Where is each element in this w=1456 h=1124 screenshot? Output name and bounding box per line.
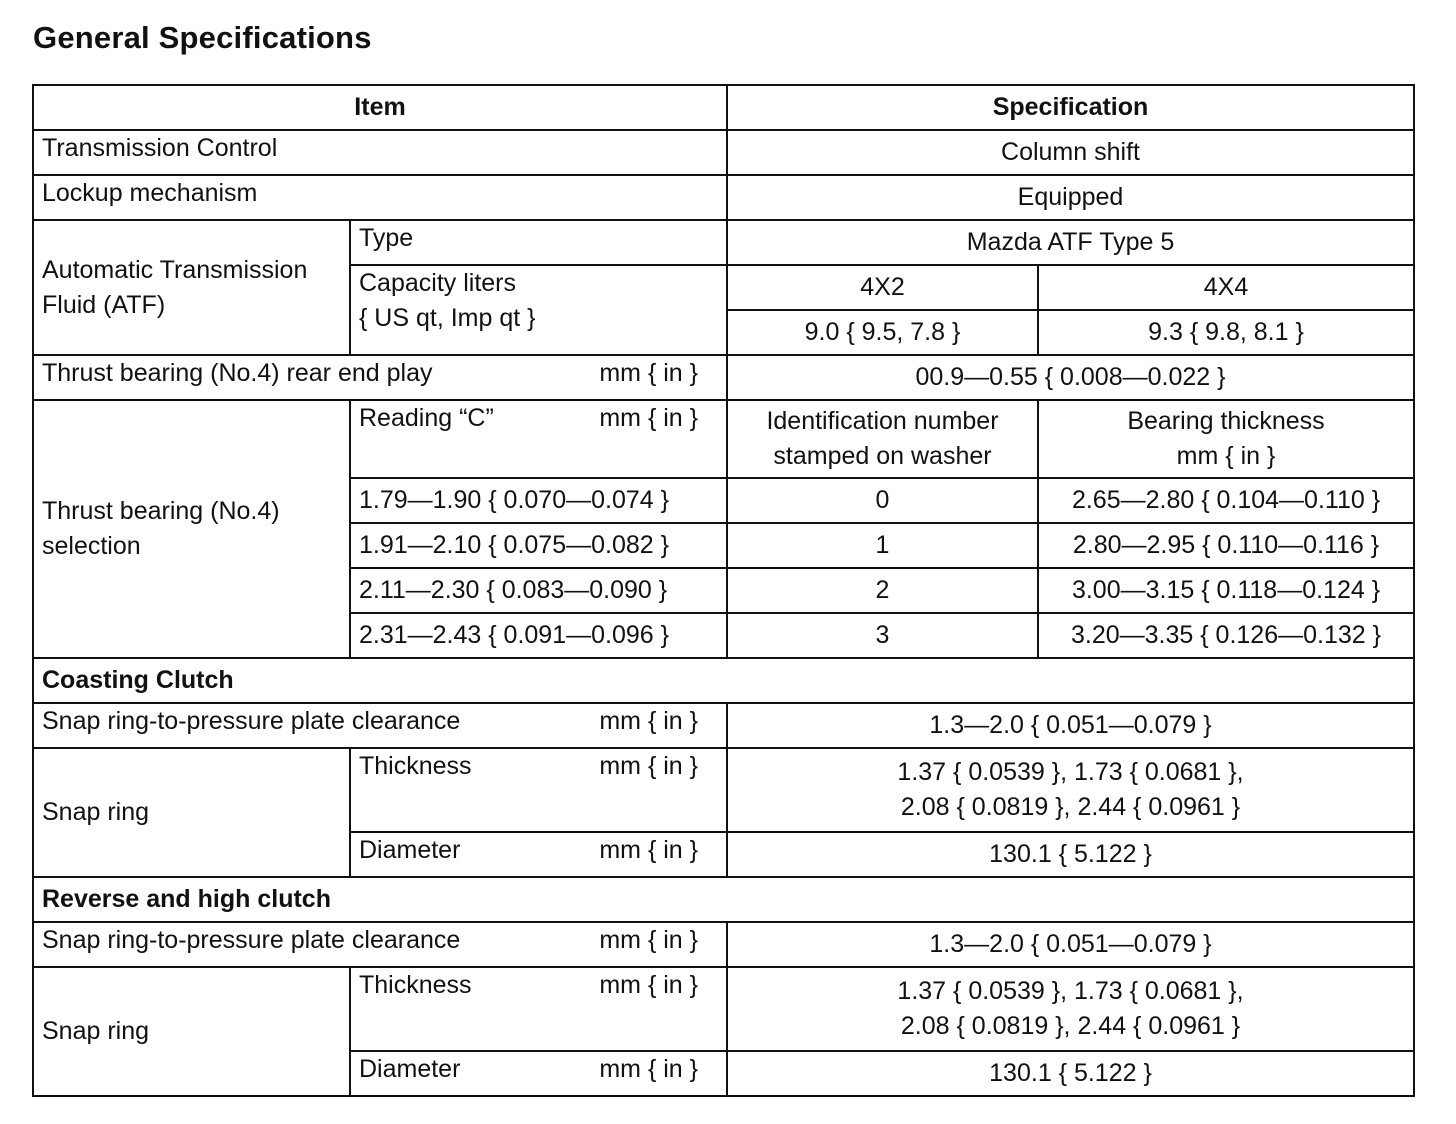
- thickness-header: [1038, 400, 1414, 478]
- atf-capacity-4x4: 9.3 { 9.8, 8.1 }: [1038, 310, 1414, 355]
- reading-header: [350, 400, 727, 478]
- reverse-diameter-cell: [350, 1051, 727, 1096]
- selection-reading: 2.11—2.30 { 0.083—0.090 }: [350, 568, 727, 613]
- selection-label: [33, 400, 350, 658]
- atf-capacity-label-line-1: Capacity liters: [359, 269, 516, 297]
- selection-id: 1: [727, 523, 1038, 568]
- selection-reading: 1.91—2.10 { 0.075—0.082 }: [350, 523, 727, 568]
- table-row: [33, 922, 1414, 967]
- coasting-diameter-cell: [350, 832, 727, 877]
- selection-thickness: 3.20—3.35 { 0.126—0.132 }: [1038, 613, 1414, 658]
- atf-col-4x4: 4X4: [1038, 265, 1414, 310]
- selection-thickness: 3.00—3.15 { 0.118—0.124 }: [1038, 568, 1414, 613]
- page-title: General Specifications: [33, 20, 372, 55]
- selection-label-line-1: Thrust bearing (No.4): [42, 497, 280, 525]
- selection-thickness: 2.80—2.95 { 0.110—0.116 }: [1038, 523, 1414, 568]
- table-row: [33, 967, 1414, 1051]
- reverse-diameter-label: Diameter: [359, 1055, 461, 1083]
- header-item: Item: [33, 85, 727, 130]
- selection-label-line-2: selection: [42, 532, 141, 560]
- coasting-diameter-unit: mm { in }: [599, 836, 698, 864]
- table-row: [33, 703, 1414, 748]
- lockup-label: Lockup mechanism: [33, 175, 727, 220]
- reverse-clearance-value: 1.3—2.0 { 0.051—0.079 }: [727, 922, 1414, 967]
- end-play-unit: mm { in }: [599, 359, 698, 387]
- table-row: [33, 400, 1414, 478]
- thickness-header-line-2: mm { in }: [1176, 442, 1276, 470]
- coasting-thickness-value-line-2: 2.08 { 0.0819 }, 2.44 { 0.0961 }: [900, 793, 1241, 821]
- selection-reading: 1.79—1.90 { 0.070—0.074 }: [350, 478, 727, 523]
- table-row: [33, 220, 1414, 265]
- table-header-row: [33, 85, 1414, 130]
- reverse-diameter-value: 130.1 { 5.122 }: [727, 1051, 1414, 1096]
- end-play-value: 00.9—0.55 { 0.008—0.022 }: [727, 355, 1414, 400]
- reverse-clearance-unit: mm { in }: [599, 926, 698, 954]
- table-row: [33, 355, 1414, 400]
- end-play-cell: [33, 355, 727, 400]
- table-row: [33, 175, 1414, 220]
- reverse-section-title: Reverse and high clutch: [33, 877, 1414, 922]
- atf-type-value: Mazda ATF Type 5: [727, 220, 1414, 265]
- coasting-thickness-value-line-1: 1.37 { 0.0539 }, 1.73 { 0.0681 },: [897, 758, 1244, 786]
- reverse-thickness-value: [727, 967, 1414, 1051]
- selection-id: 0: [727, 478, 1038, 523]
- selection-thickness: 2.65—2.80 { 0.104—0.110 }: [1038, 478, 1414, 523]
- id-header-line-2: stamped on washer: [773, 442, 992, 470]
- selection-reading: 2.31—2.43 { 0.091—0.096 }: [350, 613, 727, 658]
- coasting-section-title: Coasting Clutch: [33, 658, 1414, 703]
- coasting-thickness-value: [727, 748, 1414, 832]
- reverse-diameter-unit: mm { in }: [599, 1055, 698, 1083]
- id-header-line-1: Identification number: [766, 407, 999, 435]
- header-specification: Specification: [727, 85, 1414, 130]
- id-header: [727, 400, 1038, 478]
- atf-capacity-4x2: 9.0 { 9.5, 7.8 }: [727, 310, 1038, 355]
- coasting-clearance-cell: [33, 703, 727, 748]
- coasting-thickness-unit: mm { in }: [599, 752, 698, 780]
- reverse-thickness-unit: mm { in }: [599, 971, 698, 999]
- coasting-snap-ring-label: Snap ring: [33, 748, 350, 877]
- coasting-clearance-label: Snap ring-to-pressure plate clearance: [42, 707, 461, 735]
- atf-capacity-label: [350, 265, 727, 355]
- coasting-clearance-unit: mm { in }: [599, 707, 698, 735]
- reading-unit: mm { in }: [599, 404, 698, 432]
- selection-id: 3: [727, 613, 1038, 658]
- transmission-control-value: Column shift: [727, 130, 1414, 175]
- section-row: [33, 658, 1414, 703]
- section-row: [33, 877, 1414, 922]
- coasting-thickness-label: Thickness: [359, 752, 472, 780]
- coasting-clearance-value: 1.3—2.0 { 0.051—0.079 }: [727, 703, 1414, 748]
- atf-col-4x2: 4X2: [727, 265, 1038, 310]
- reverse-thickness-label: Thickness: [359, 971, 472, 999]
- reverse-thickness-cell: [350, 967, 727, 1051]
- reverse-snap-ring-label: Snap ring: [33, 967, 350, 1096]
- spec-table: [32, 84, 1415, 1097]
- transmission-control-label: Transmission Control: [33, 130, 727, 175]
- reverse-thickness-value-line-2: 2.08 { 0.0819 }, 2.44 { 0.0961 }: [900, 1012, 1241, 1040]
- reverse-thickness-value-line-1: 1.37 { 0.0539 }, 1.73 { 0.0681 },: [897, 977, 1244, 1005]
- coasting-diameter-label: Diameter: [359, 836, 461, 864]
- reverse-clearance-cell: [33, 922, 727, 967]
- reading-label: Reading “C”: [359, 404, 494, 432]
- atf-label: Automatic Transmission Fluid (ATF): [33, 220, 350, 355]
- coasting-diameter-value: 130.1 { 5.122 }: [727, 832, 1414, 877]
- thickness-header-line-1: Bearing thickness: [1127, 407, 1325, 435]
- table-row: [33, 748, 1414, 832]
- table-row: [33, 130, 1414, 175]
- atf-capacity-label-line-2: { US qt, Imp qt }: [359, 304, 536, 332]
- atf-type-label: Type: [350, 220, 727, 265]
- reverse-clearance-label: Snap ring-to-pressure plate clearance: [42, 926, 461, 954]
- selection-id: 2: [727, 568, 1038, 613]
- lockup-value: Equipped: [727, 175, 1414, 220]
- coasting-thickness-cell: [350, 748, 727, 832]
- end-play-label: Thrust bearing (No.4) rear end play: [42, 359, 433, 387]
